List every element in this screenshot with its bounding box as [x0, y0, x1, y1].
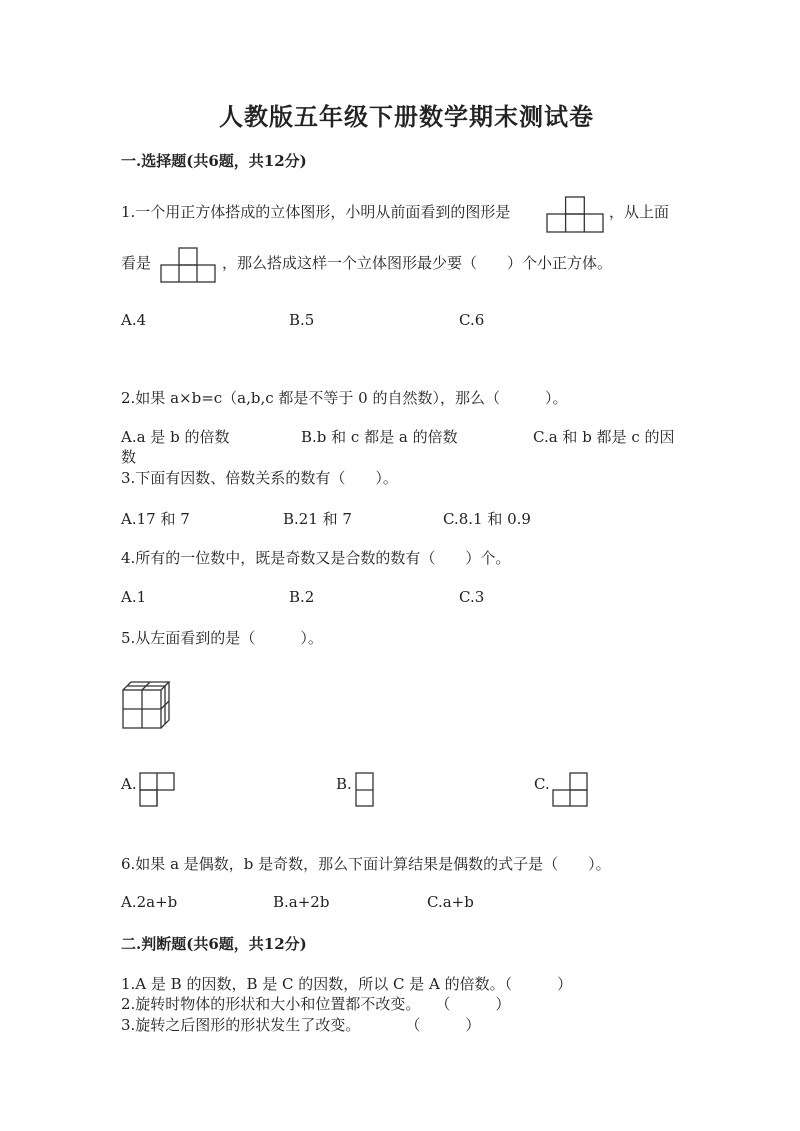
- question-6-text: 6.如果 a 是偶数，b 是奇数，那么下面计算结果是偶数的式子是（ ）。: [121, 855, 611, 873]
- option-c: C.3: [459, 588, 485, 606]
- option-a: A.1: [121, 588, 147, 606]
- question-3-text: 3.下面有因数、倍数关系的数有（ ）。: [121, 469, 398, 487]
- option-b: B.b 和 c 都是 a 的倍数: [301, 428, 458, 446]
- section-heading-judgment: 二.判断题(共6题，共12分): [121, 935, 307, 953]
- question-1-text-cont: ，从上面: [609, 203, 670, 221]
- option-c-figure: [552, 772, 590, 808]
- option-c-wrap: 数: [121, 448, 137, 466]
- option-c: C.: [534, 775, 550, 793]
- judgment-item: 2.旋转时物体的形状和大小和位置都不改变。 （ ）: [121, 995, 511, 1013]
- option-b: B.: [336, 775, 352, 793]
- option-b-figure: [355, 772, 375, 808]
- option-b: B.21 和 7: [283, 510, 352, 528]
- question-1-text-line2-cont: ，那么搭成这样一个立体图形最少要（ ）个小正方体。: [222, 254, 613, 272]
- option-b: B.a+2b: [273, 893, 330, 911]
- page-title: 人教版五年级下册数学期末测试卷: [219, 102, 594, 131]
- option-a: A.17 和 7: [121, 510, 190, 528]
- option-a: A.2a+b: [121, 893, 178, 911]
- judgment-item: 3.旋转之后图形的形状发生了改变。 （ ）: [121, 1016, 481, 1034]
- option-b: B.5: [289, 311, 315, 329]
- top-view-figure: [160, 247, 218, 285]
- option-c: C.8.1 和 0.9: [443, 510, 531, 528]
- front-view-figure: [546, 196, 604, 234]
- question-4-text: 4.所有的一位数中，既是奇数又是合数的数有（ ）个。: [121, 549, 511, 567]
- question-1-text: 1.一个用正方体搭成的立体图形，小明从前面看到的图形是: [121, 203, 511, 221]
- option-c: C.a 和 b 都是 c 的因: [533, 428, 675, 446]
- option-c: C.a+b: [427, 893, 474, 911]
- question-5-text: 5.从左面看到的是（ ）。: [121, 629, 323, 647]
- option-a: A.: [121, 775, 137, 793]
- option-b: B.2: [289, 588, 315, 606]
- option-c: C.6: [459, 311, 485, 329]
- option-a: A.a 是 b 的倍数: [121, 428, 230, 446]
- section-heading-choice: 一.选择题(共6题，共12分): [121, 152, 307, 170]
- question-1-text-line2: 看是: [121, 254, 152, 272]
- cube-stack-figure: [122, 681, 172, 731]
- option-a-figure: [139, 772, 175, 808]
- option-a: A.4: [121, 311, 147, 329]
- question-2-text: 2.如果 a×b=c（a,b,c 都是不等于 0 的自然数），那么（ ）。: [121, 389, 568, 407]
- judgment-item: 1.A 是 B 的因数，B 是 C 的因数，所以 C 是 A 的倍数。（ ）: [121, 975, 573, 993]
